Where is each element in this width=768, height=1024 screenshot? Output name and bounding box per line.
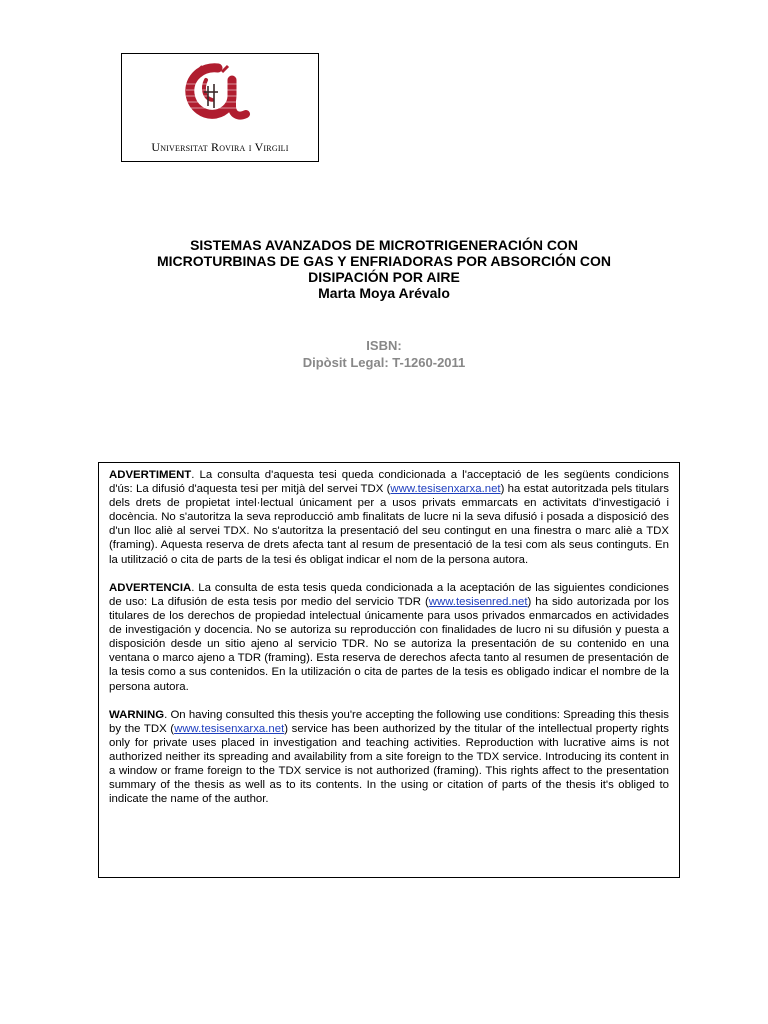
tesisenxarxa-link-english[interactable]: www.tesisenxarxa.net: [174, 722, 285, 735]
university-logo-box: [121, 53, 319, 162]
usage-notice-box: [98, 462, 680, 878]
notice-catalan-text-1: . La consulta d'aquesta tesi queda condicionada a l'acceptació de les següents condicions d'ús: La difusió d'aquesta tesi per mitjà del servei TDX (: [109, 469, 669, 496]
notice-english-text-2: ) service has been authorized by the titular of the intellectual property rights only for private uses placed in investigation and teaching activities. Reproduction with lucrative aims is not authorized neither its spreading and availability from a site foreign to the TDX service. Introducing its content in a window or frame foreign to the TDX service is not authorized (framing). This rights affect to the presentation summary of the thesis as well as to its contents. In the using or citation of parts of the thesis it's obliged to indicate the name of the author.: [109, 722, 669, 806]
urv-logo-icon: [182, 62, 252, 124]
title-line-3: DISIPACIÓN POR AIRE: [308, 269, 460, 285]
isbn-block: [90, 337, 678, 371]
notice-spanish-text-2: ) ha sido autorizada por los titulares de los derechos de propiedad intelectual únicamente para usos privados enmarcados en actividades de investigación y docencia. No se autoriza su reproducción con finalidades de lucro ni su difusión y puesta a disposición desde un sitio ajeno al servicio TDR. No se autoriza la presentación de su contenido en una ventana o marco ajeno a TDR (framing). Esta reserva de derechos afecta tanto al resumen de presentación de la tesis como a sus contenidos. En la utilización o cita de partes de la tesis es obligado indicar el nombre de la persona autora.: [109, 595, 669, 693]
title-line-2: MICROTURBINAS DE GAS Y ENFRIADORAS POR ABSORCIÓN CON: [157, 253, 611, 269]
isbn-label: ISBN:: [366, 338, 402, 353]
notice-english-keyword: WARNING: [109, 708, 165, 721]
notice-english-text-1: . On having consulted this thesis you're accepting the following use conditions: Spreading this thesis by the TDX (: [109, 708, 669, 735]
thesis-title: [90, 237, 678, 301]
legal-deposit: Dipòsit Legal: T-1260-2011: [302, 355, 466, 370]
notice-spanish-text-1: . La consulta de esta tesis queda condicionada a la aceptación de las siguientes condiciones de uso: La difusión de esta tesis por medio del servicio TDR (: [109, 581, 669, 608]
notice-spanish-keyword: ADVERTENCIA: [109, 581, 192, 594]
university-name: Universitat Rovira i Virgili: [151, 140, 289, 154]
tesisenxarxa-link[interactable]: www.tesisenxarxa.net: [390, 483, 501, 496]
title-line-1: SISTEMAS AVANZADOS DE MICROTRIGENERACIÓN CON: [190, 237, 578, 253]
author-name: Marta Moya Arévalo: [318, 285, 450, 301]
notice-english: [109, 708, 669, 807]
notice-catalan: [109, 468, 669, 567]
notice-catalan-text-2: ) ha estat autoritzada pels titulars dels drets de propietat intel·lectual únicament per a usos privats emmarcats en activitats d'investigació i docència. No s'autoritza la seva reproducció amb finalitats de lucre ni la seva difusió i posada a disposició des d'un lloc aliè al servei TDX. No s'autoritza la presentació del seu contingut en una finestra o marc aliè a TDX (framing). Aquesta reserva de drets afecta tant al resum de presentació de la tesi com als seus continguts. En la utilització o cita de parts de la tesi és obligat indicar el nom de la persona autora.: [109, 483, 669, 566]
tesisenred-link[interactable]: www.tesisenred.net: [428, 595, 528, 608]
notice-catalan-keyword: ADVERTIMENT: [109, 469, 192, 481]
notice-spanish: [109, 581, 669, 694]
